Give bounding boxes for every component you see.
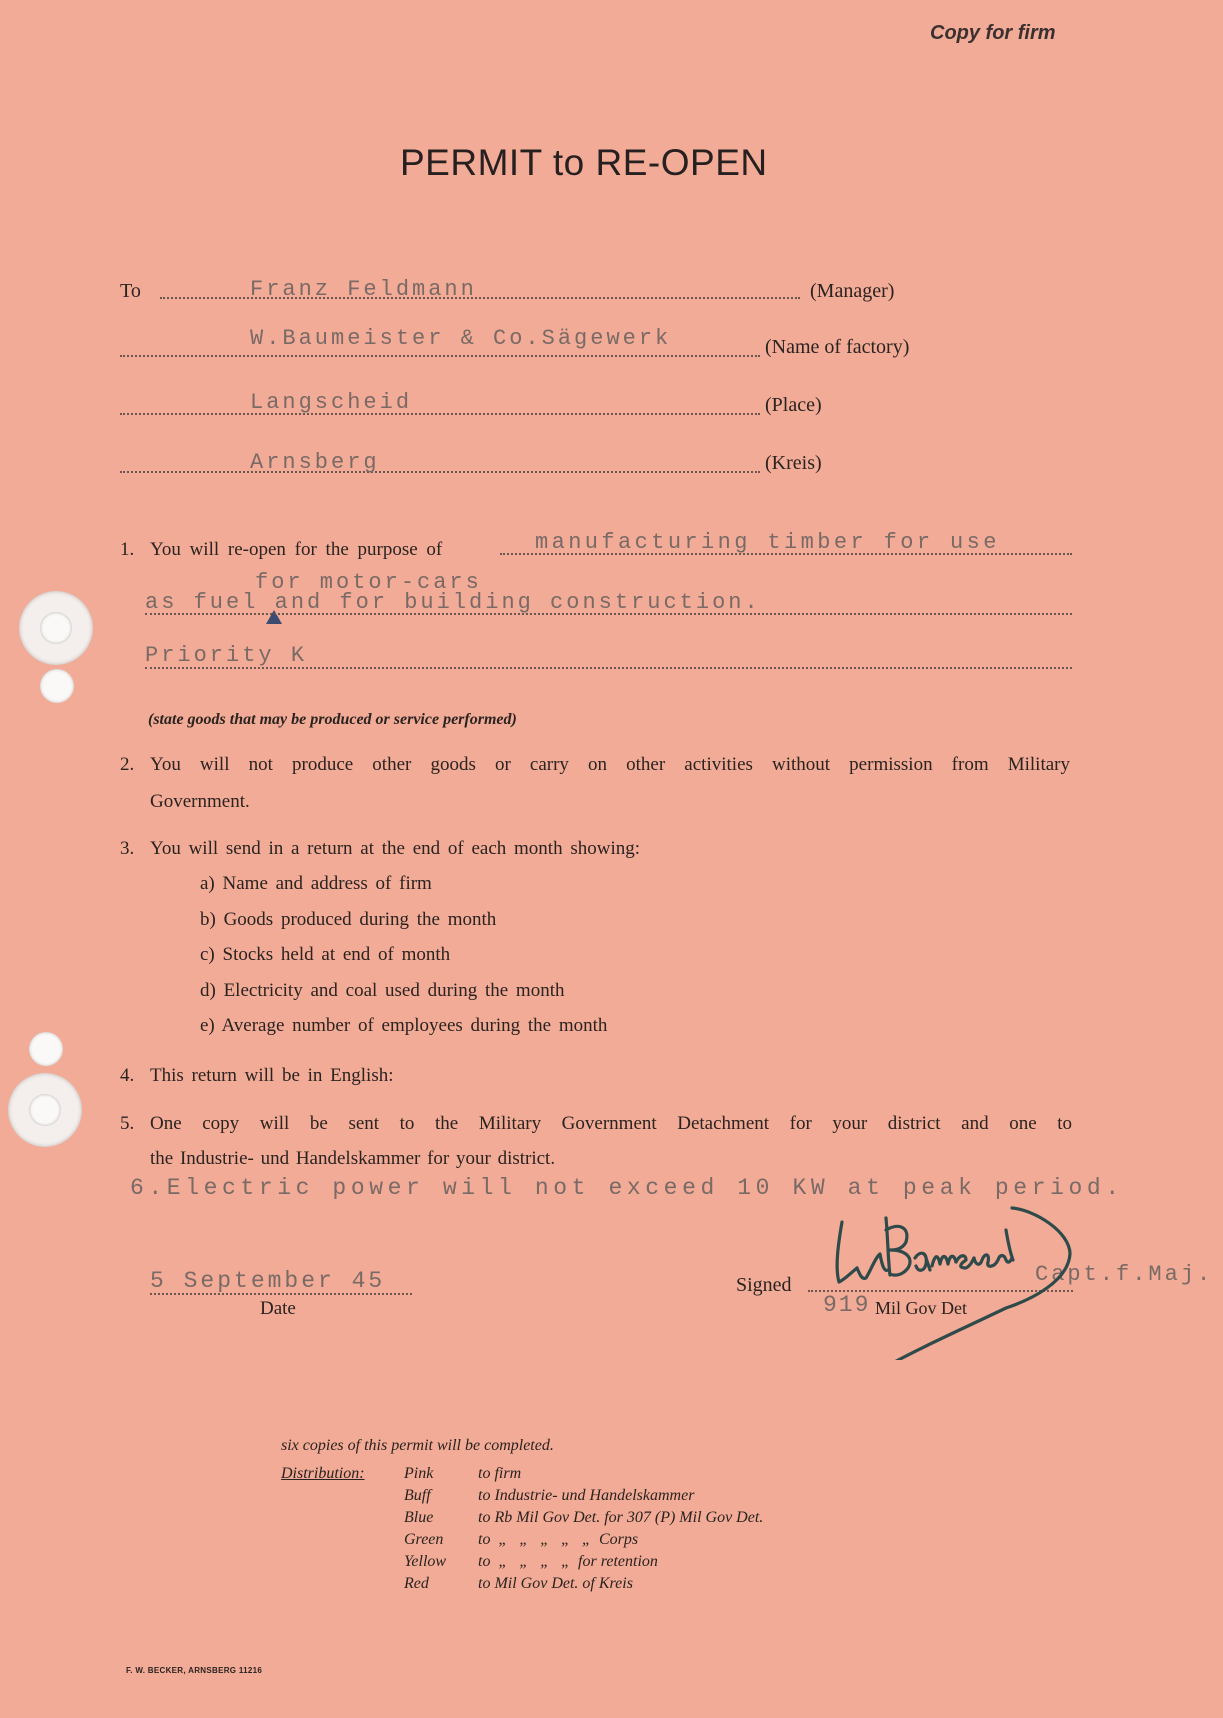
clause-2-line-1: You will not produce other goods or carry on other activities without permission from Military bbox=[150, 754, 1070, 775]
detachment-label: Mil Gov Det bbox=[875, 1298, 967, 1318]
table-row bbox=[404, 1487, 763, 1509]
punch-hole-upper bbox=[19, 591, 93, 665]
list-item: b) Goods produced during the month bbox=[200, 908, 497, 930]
clause-1-text: You will re-open for the purpose of bbox=[150, 539, 443, 560]
clause-5-line-1: One copy will be sent to the Military Government Detachment for your district and one to bbox=[150, 1113, 1072, 1134]
date-value: 5 September 45 bbox=[150, 1268, 386, 1294]
clause-3-list bbox=[200, 872, 607, 1050]
handwritten-signature bbox=[820, 1150, 1100, 1360]
clause-2-line-2: Government. bbox=[150, 791, 250, 812]
list-item: d) Electricity and coal used during the month bbox=[200, 979, 565, 1001]
clause-6-typed: 6.Electric power will not exceed 10 KW at peak period. bbox=[130, 1175, 1124, 1201]
list-item: a) Name and address of firm bbox=[200, 873, 432, 894]
manager-label: (Manager) bbox=[810, 280, 895, 302]
printer-imprint: F. W. BECKER, ARNSBERG 11216 bbox=[126, 1666, 263, 1675]
detachment-number: 919 bbox=[823, 1292, 871, 1318]
to-label: To bbox=[120, 280, 141, 302]
date-label: Date bbox=[260, 1298, 296, 1319]
clause-1-number: 1. bbox=[120, 539, 135, 560]
signed-label: Signed bbox=[736, 1274, 792, 1296]
purpose-typed-insert: for motor-cars bbox=[255, 570, 482, 595]
punch-hole-lower bbox=[8, 1073, 82, 1147]
place-value: Langscheid bbox=[250, 390, 413, 415]
table-row bbox=[404, 1553, 763, 1575]
clause-3-text: You will send in a return at the end of each month showing: bbox=[150, 838, 640, 859]
factory-line bbox=[120, 355, 760, 357]
kreis-label: (Kreis) bbox=[765, 452, 822, 474]
list-item: c) Stocks held at end of month bbox=[200, 944, 451, 965]
clause-5-line-2: the Industrie- und Handelskammer for your district. bbox=[150, 1148, 556, 1169]
table-row bbox=[404, 1575, 763, 1597]
distribution-color: Blue bbox=[404, 1509, 434, 1526]
distribution-color: Yellow bbox=[404, 1553, 447, 1570]
kreis-line bbox=[120, 471, 760, 473]
kreis-value: Arnsberg bbox=[250, 450, 380, 475]
distribution-color: Red bbox=[404, 1575, 429, 1592]
distribution-destination: to „ „ „ „ for retention bbox=[478, 1553, 658, 1570]
distribution-color: Buff bbox=[404, 1487, 431, 1504]
punch-hole-small-upper bbox=[40, 669, 74, 703]
clause-2-number: 2. bbox=[120, 754, 135, 775]
distribution-destination: to Industrie- und Handelskammer bbox=[478, 1487, 695, 1504]
place-label: (Place) bbox=[765, 394, 822, 416]
distribution-destination: to „ „ „ „ „ Corps bbox=[478, 1531, 639, 1548]
table-row bbox=[404, 1465, 763, 1487]
rank-typed: Capt.f.Maj. bbox=[1035, 1262, 1214, 1287]
distribution-destination: to firm bbox=[478, 1465, 522, 1482]
table-row bbox=[404, 1509, 763, 1531]
clause-5-number: 5. bbox=[120, 1113, 135, 1134]
copy-for-firm-label: Copy for firm bbox=[930, 22, 1056, 44]
purpose-typed-line-2: as fuel and for building construction. bbox=[145, 590, 761, 615]
distribution-table bbox=[404, 1465, 763, 1597]
distribution-color: Pink bbox=[404, 1465, 434, 1482]
clause-4-text: This return will be in English: bbox=[150, 1065, 394, 1086]
page-title: PERMIT to RE-OPEN bbox=[400, 142, 768, 183]
distribution-destination: to Rb Mil Gov Det. for 307 (P) Mil Gov Det. bbox=[478, 1509, 764, 1526]
manager-value: Franz Feldmann bbox=[250, 277, 477, 302]
punch-hole-small-lower bbox=[29, 1032, 63, 1066]
list-item: e) Average number of employees during the month bbox=[200, 1015, 608, 1036]
purpose-caption: (state goods that may be produced or service performed) bbox=[148, 711, 517, 728]
factory-label: (Name of factory) bbox=[765, 336, 910, 358]
purpose-typed-line-1: manufacturing timber for use bbox=[535, 530, 1000, 555]
purpose-typed-line-3: Priority K bbox=[145, 643, 308, 668]
factory-value: W.Baumeister & Co.Sägewerk bbox=[250, 326, 672, 351]
clause-4-number: 4. bbox=[120, 1065, 135, 1086]
place-line bbox=[120, 413, 760, 415]
clause-3-number: 3. bbox=[120, 838, 135, 859]
date-line bbox=[150, 1293, 412, 1295]
distribution-color: Green bbox=[404, 1531, 444, 1548]
distribution-destination: to Mil Gov Det. of Kreis bbox=[478, 1575, 633, 1592]
distribution-intro: six copies of this permit will be completed. bbox=[281, 1437, 554, 1454]
distribution-label: Distribution: bbox=[281, 1465, 365, 1482]
table-row bbox=[404, 1531, 763, 1553]
